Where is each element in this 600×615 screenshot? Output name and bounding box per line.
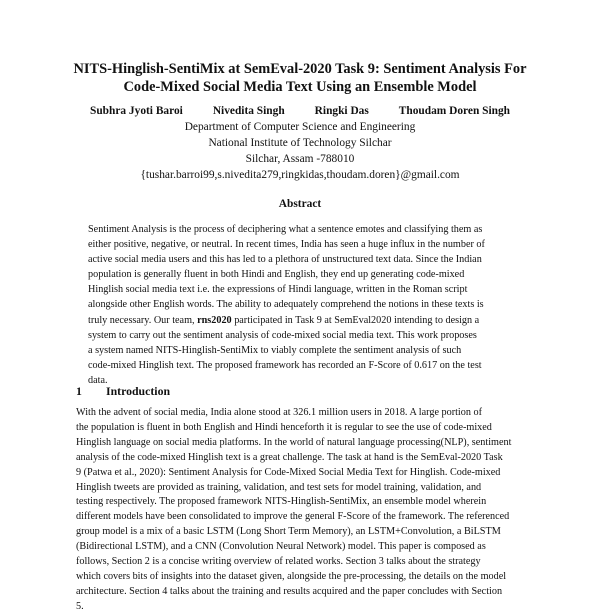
abstract-line: a system named NITS-Hinglish-SentiMix to viably complete the sentiment analysis of such (88, 344, 462, 356)
section-number: 1 (76, 384, 82, 398)
author-block (40, 103, 560, 183)
abstract-line-part: participated in Task 9 at SemEval2020 intending to design a (231, 314, 480, 326)
intro-line: Hinglish language on social media platforms. In the world of natural language processing(NLP), sentiment (76, 436, 512, 448)
title-line-1: NITS-Hinglish-SentiMix at SemEval-2020 Task 9: Sentiment Analysis For (73, 61, 527, 77)
intro-line: the population is fluent in both English and Hindi henceforth it is regular to see the use of code-mixed (76, 421, 492, 433)
abstract-heading: Abstract (278, 198, 322, 210)
affiliation-institute: National Institute of Technology Silchar (208, 137, 392, 149)
author-name: Ringki Das (314, 105, 369, 117)
intro-line: architecture. Section 4 talks about the training and results acquired and the paper concludes with Section (76, 585, 503, 597)
title-line-2: Code-Mixed Social Media Text Using an Ensemble Model (123, 79, 477, 95)
section-title: Introduction (106, 384, 171, 398)
intro-line: 9 (Patwa et al., 2020): Sentiment Analysis for Code-Mixed Social Media Text for Hinglish. Code-mixed (76, 466, 501, 478)
author-name: Thoudam Doren Singh (398, 105, 510, 117)
affiliation-department: Department of Computer Science and Engineering (184, 121, 416, 133)
abstract-line: alongside other English words. The ability to adequately comprehend the notions in these texts is (88, 299, 484, 311)
abstract-text (88, 222, 516, 388)
intro-line: (Bidirectional LSTM), and a CNN (Convolution Neural Network) model. This paper is composed as (76, 541, 486, 553)
paper-title (40, 60, 560, 96)
abstract-line: data. (88, 374, 108, 386)
intro-line: 5. (76, 600, 84, 612)
abstract-line (88, 313, 516, 328)
abstract-line: code-mixed Hinglish text. The proposed framework has recorded an F-Score of 0.617 on the test (88, 359, 482, 371)
intro-line: which covers bits of insights into the dataset given, alongside the pre-processing, the details on the model (76, 570, 507, 582)
intro-line: group model is a mix of a basic LSTM (Long Short Term Memory), an LSTM+Convolution, a BiLSTM (76, 526, 501, 538)
section-heading (76, 384, 170, 399)
author-name: Nivedita Singh (212, 105, 285, 117)
abstract-line: Hinglish social media text i.e. the expressions of Hindi language, written in the Roman script (88, 284, 468, 296)
intro-line: With the advent of social media, India alone stood at 326.1 million users in 2018. A large portion of (76, 407, 482, 418)
author-name: Subhra Jyoti Baroi (89, 105, 183, 117)
abstract-line: either positive, negative, or neutral. In recent times, India has seen a huge influx in the number of (88, 239, 485, 251)
abstract-line: system to carry out the sentiment analysis of code-mixed social media text. This work proposes (88, 329, 477, 341)
abstract-line-part: truly necessary. Our team, (88, 314, 198, 326)
team-name: rns2020 (197, 314, 232, 326)
introduction-text (76, 406, 532, 615)
intro-line: analysis of the code-mixed Hinglish text is a great challenge. The task at hand is the SemEval-2020 Task (76, 451, 503, 463)
author-list (40, 103, 560, 119)
abstract-line: Sentiment Analysis is the process of deciphering what a sentence emotes and classifying them as (88, 224, 483, 235)
affiliation-address: Silchar, Assam -788010 (245, 153, 355, 165)
intro-line: testing respectively. The proposed framework NITS-Hinglish-SentiMix, an ensemble model wherein (76, 496, 487, 508)
author-emails: {tushar.barroi99,s.nivedita279,ringkidas,thoudam.doren}@gmail.com (140, 169, 460, 181)
intro-line: Hinglish tweets are provided as training, validation, and test sets for model training, validation, and (76, 481, 482, 493)
intro-line: different models have been consolidated to improve the general F-Score of the framework. The referenced (76, 511, 510, 523)
abstract-line: population is generally fluent in both Hindi and English, they end up generating code-mixed (88, 269, 465, 281)
intro-line: follows, Section 2 is a concise writing overview of related works. Section 3 talks about the strategy (76, 556, 481, 568)
abstract-line: active social media users and this has led to a plethora of unstructured text data. Since the Indian (88, 254, 482, 266)
